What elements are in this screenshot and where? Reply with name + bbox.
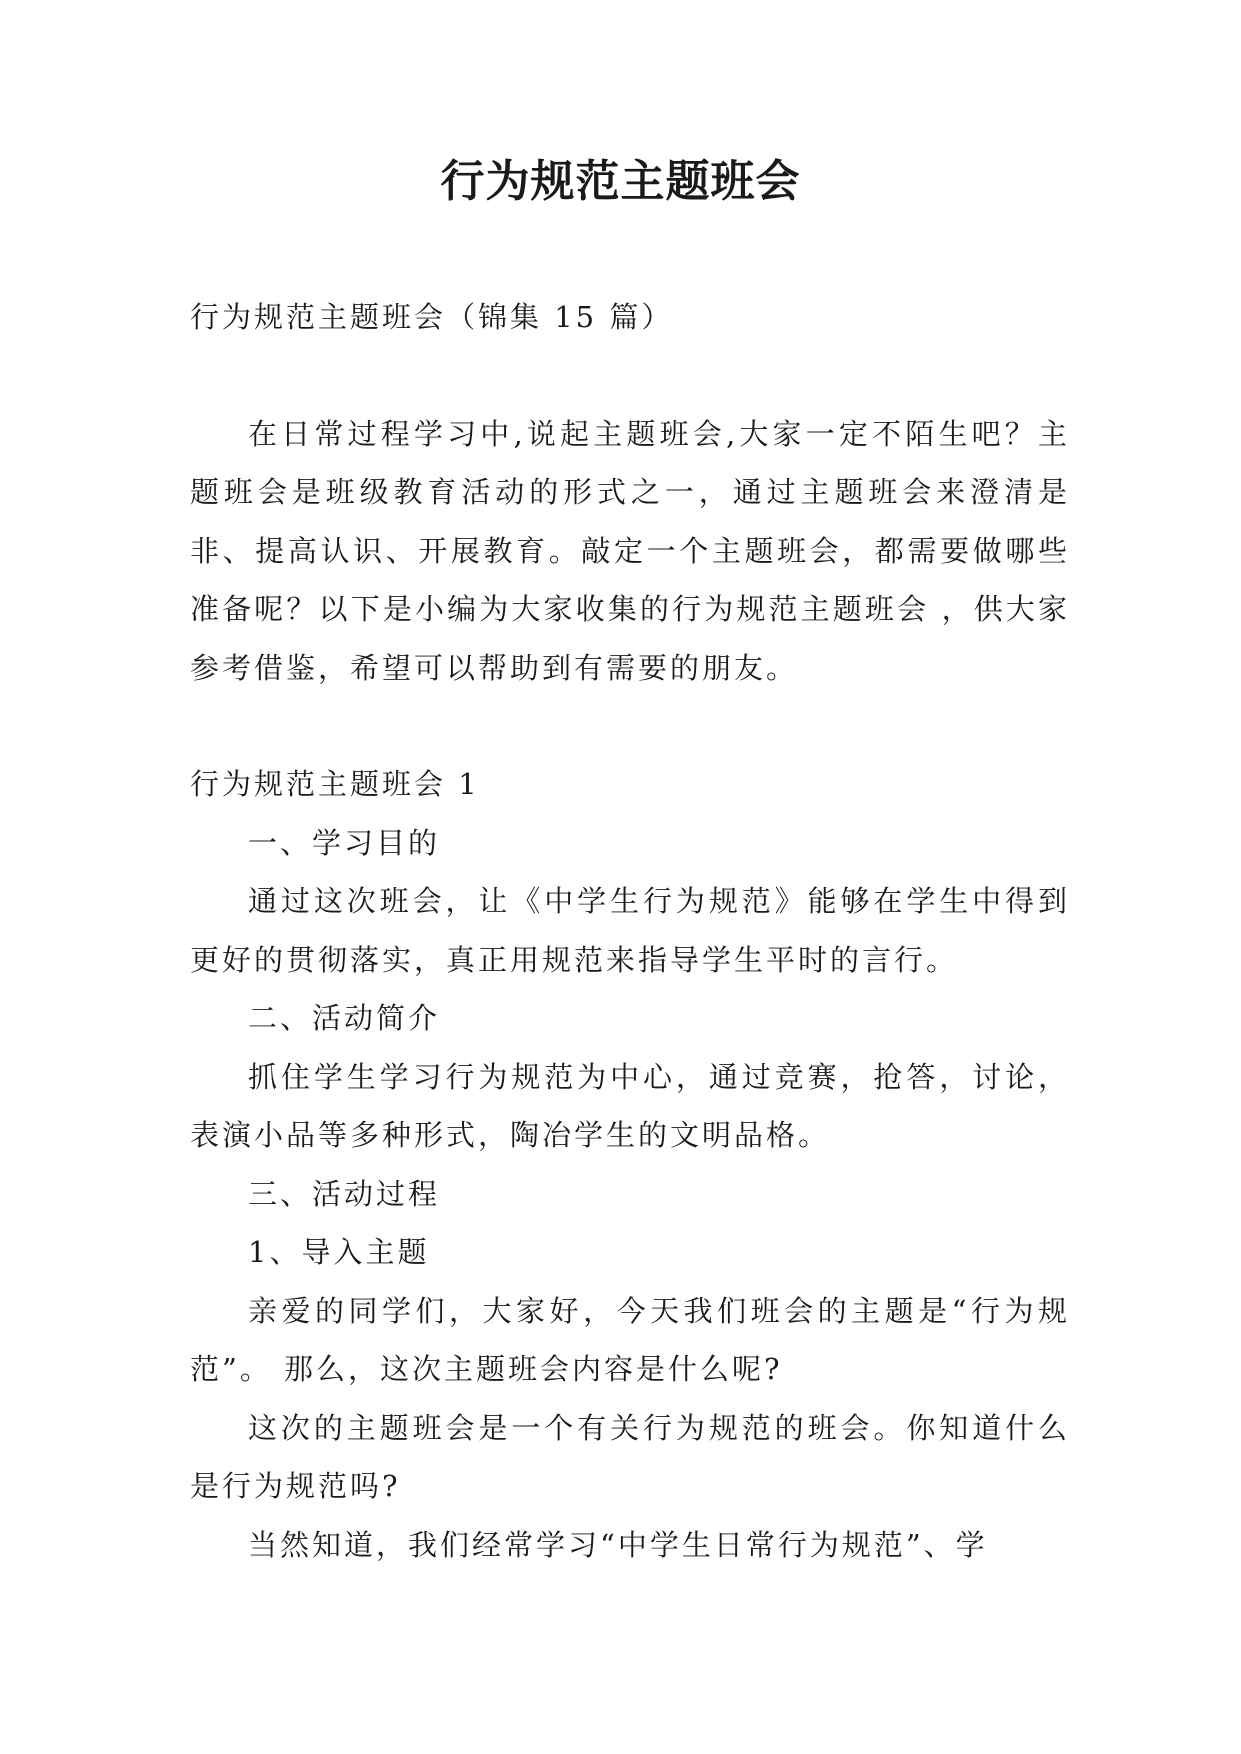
document-subtitle: 行为规范主题班会（锦集 15 篇）	[190, 300, 674, 334]
paragraph: 亲爱的同学们，大家好，今天我们班会的主题是“行为规范”。 那么，这次主题班会内容是什么呢?	[190, 1293, 1070, 1386]
document-body	[190, 288, 1070, 1574]
paragraph: 1、导入主题	[248, 1235, 430, 1269]
paragraph: 通过这次班会，让《中学生行为规范》能够在学生中得到更好的贯彻落实，真正用规范来指导学生平时的言行。	[190, 884, 1070, 977]
intro-paragraph: 在日常过程学习中,说起主题班会,大家一定不陌生吧？主题班会是班级教育活动的形式之一，通过主题班会来澄清是非、提高认识、开展教育。敲定一个主题班会，都需要做哪些准备呢？以下是小编为大家收集的行为规范主题班会 ，供大家参考借鉴，希望可以帮助到有需要的朋友。	[190, 416, 1070, 685]
paragraph: 三、活动过程	[248, 1176, 441, 1211]
paragraph: 二、活动简介	[248, 1001, 441, 1035]
paragraph: 这次的主题班会是一个有关行为规范的班会。你知道什么是行为规范吗?	[190, 1410, 1070, 1503]
paragraph: 一、学习目的	[248, 825, 441, 860]
document-title: 行为规范主题班会	[440, 156, 801, 207]
section-heading: 行为规范主题班会 1	[190, 767, 480, 801]
paragraph: 抓住学生学习行为规范为中心，通过竞赛，抢答，讨论，表演小品等多种形式，陶冶学生的文明品格。	[190, 1059, 1070, 1152]
paragraph: 当然知道，我们经常学习“中学生日常行为规范”、学	[248, 1527, 988, 1562]
